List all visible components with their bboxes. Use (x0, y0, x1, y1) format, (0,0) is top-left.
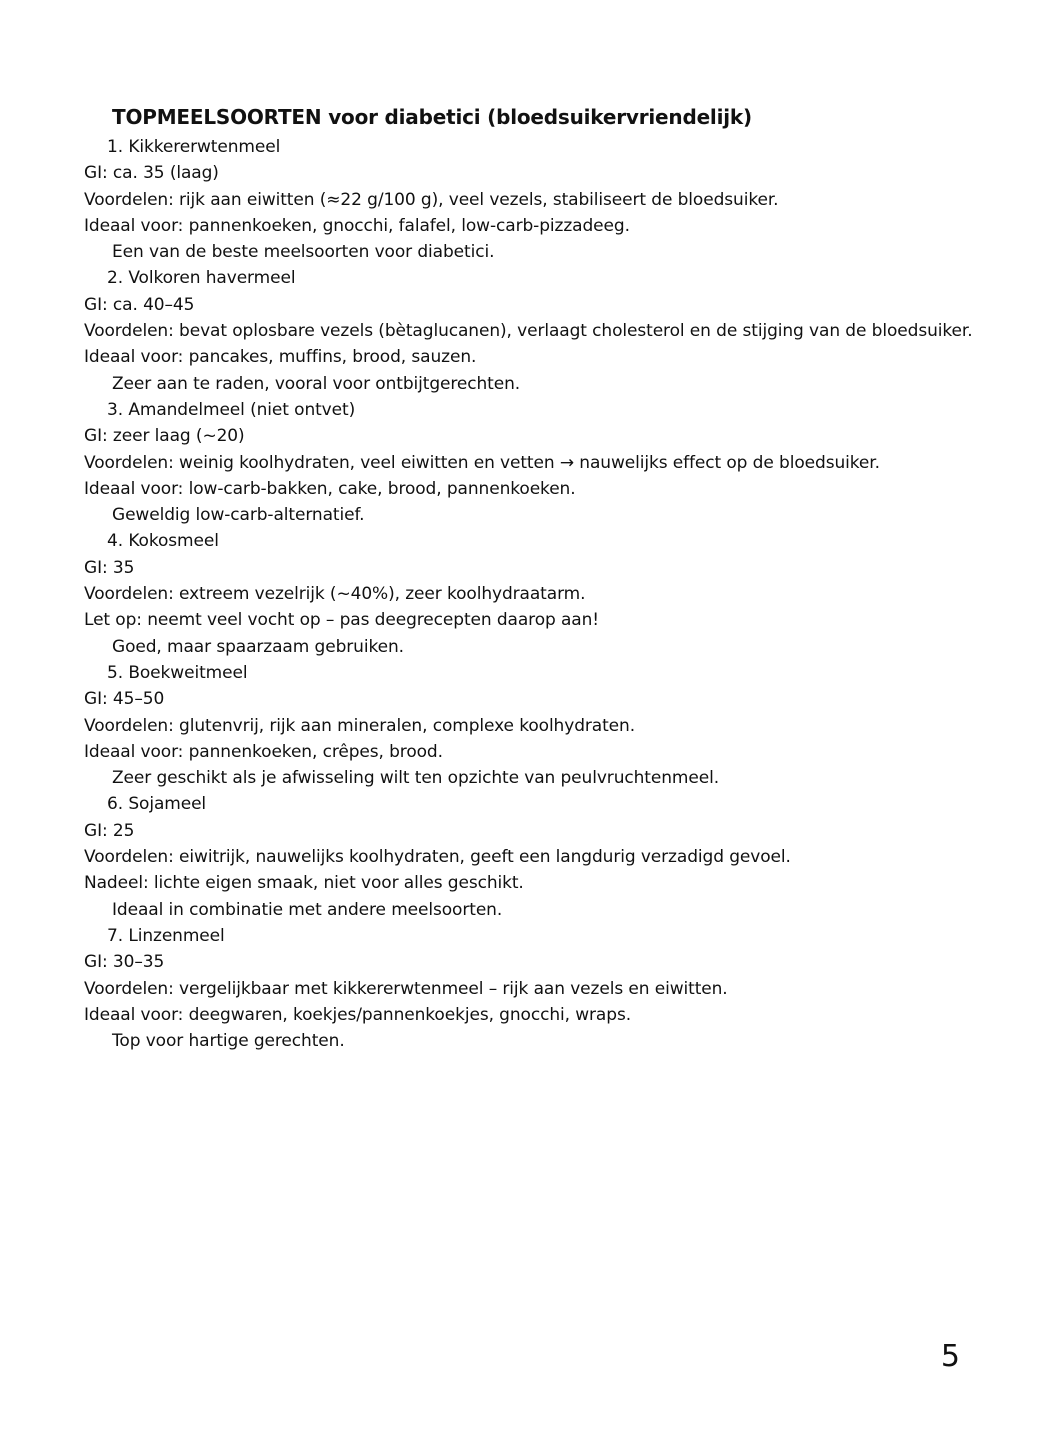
benefits-line: Voordelen: glutenvrij, rijk aan mineralen, complexe koolhydraten. (84, 715, 635, 736)
drawback-line: Nadeel: lichte eigen smaak, niet voor alles geschikt. (84, 873, 524, 894)
flour-section (84, 528, 974, 659)
section-heading: 6. Sojameel (107, 794, 207, 815)
use-line: Ideaal voor: deegwaren, koekjes/pannenkoekjes, gnocchi, wraps. (84, 1004, 632, 1025)
gi-line: GI: 30–35 (84, 952, 165, 973)
section-heading: 1. Kikkererwtenmeel (107, 137, 281, 157)
section-heading: 7. Linzenmeel (107, 925, 225, 946)
benefits-line: Voordelen: bevat oplosbare vezels (bètaglucanen), verlaagt cholesterol en de stijging van de bloedsuiker. (84, 321, 973, 342)
flour-section (84, 660, 974, 791)
document-title: TOPMEELSOORTEN voor diabetici (bloedsuikervriendelijk) (112, 105, 752, 129)
benefits-line: Voordelen: weinig koolhydraten, veel eiwitten en vetten → nauwelijks effect op de bloedsuiker. (84, 452, 880, 473)
section-heading: 4. Kokosmeel (107, 531, 219, 552)
section-summary: Ideaal in combinatie met andere meelsoorten. (112, 899, 503, 920)
use-line: Ideaal voor: pannenkoeken, gnocchi, falafel, low-carb-pizzadeeg. (84, 215, 630, 236)
benefits-line: Voordelen: extreem vezelrijk (~40%), zeer koolhydraatarm. (84, 584, 586, 605)
document-body (84, 100, 974, 1054)
section-summary: Een van de beste meelsoorten voor diabetici. (112, 242, 495, 263)
section-summary: Geweldig low-carb-alternatief. (112, 505, 365, 526)
section-summary: Goed, maar spaarzaam gebruiken. (112, 636, 404, 657)
use-line: Ideaal voor: pannenkoeken, crêpes, brood. (84, 741, 443, 762)
section-heading: 2. Volkoren havermeel (107, 268, 296, 289)
benefits-line: Voordelen: rijk aan eiwitten (≈22 g/100 g), veel vezels, stabiliseert de bloedsuiker. (84, 189, 779, 210)
flour-section (84, 397, 974, 528)
gi-line: GI: ca. 35 (laag) (84, 163, 219, 184)
gi-line: GI: 35 (84, 557, 135, 578)
section-summary: Zeer aan te raden, vooral voor ontbijtgerechten. (112, 373, 521, 394)
flour-section (84, 265, 974, 396)
gi-line: GI: 45–50 (84, 689, 165, 710)
section-summary: Zeer geschikt als je afwisseling wilt ten opzichte van peulvruchtenmeel. (112, 768, 719, 789)
note-line: Let op: neemt veel vocht op – pas deegrecepten daarop aan! (84, 610, 600, 631)
section-summary: Top voor hartige gerechten. (112, 1031, 345, 1052)
flour-section (84, 923, 974, 1054)
gi-line: GI: zeer laag (~20) (84, 426, 245, 447)
gi-line: GI: ca. 40–45 (84, 294, 195, 315)
use-line: Ideaal voor: low-carb-bakken, cake, brood, pannenkoeken. (84, 478, 576, 499)
use-line: Ideaal voor: pancakes, muffins, brood, sauzen. (84, 347, 477, 368)
flour-section (84, 791, 974, 922)
benefits-line: Voordelen: vergelijkbaar met kikkererwtenmeel – rijk aan vezels en eiwitten. (84, 978, 728, 999)
page-number: 5 (940, 1339, 960, 1374)
benefits-line: Voordelen: eiwitrijk, nauwelijks koolhydraten, geeft een langdurig verzadigd gevoel. (84, 847, 791, 868)
gi-line: GI: 25 (84, 820, 135, 841)
section-heading: 5. Boekweitmeel (107, 662, 248, 683)
flour-section (84, 134, 974, 265)
section-heading: 3. Amandelmeel (niet ontvet) (107, 399, 356, 420)
